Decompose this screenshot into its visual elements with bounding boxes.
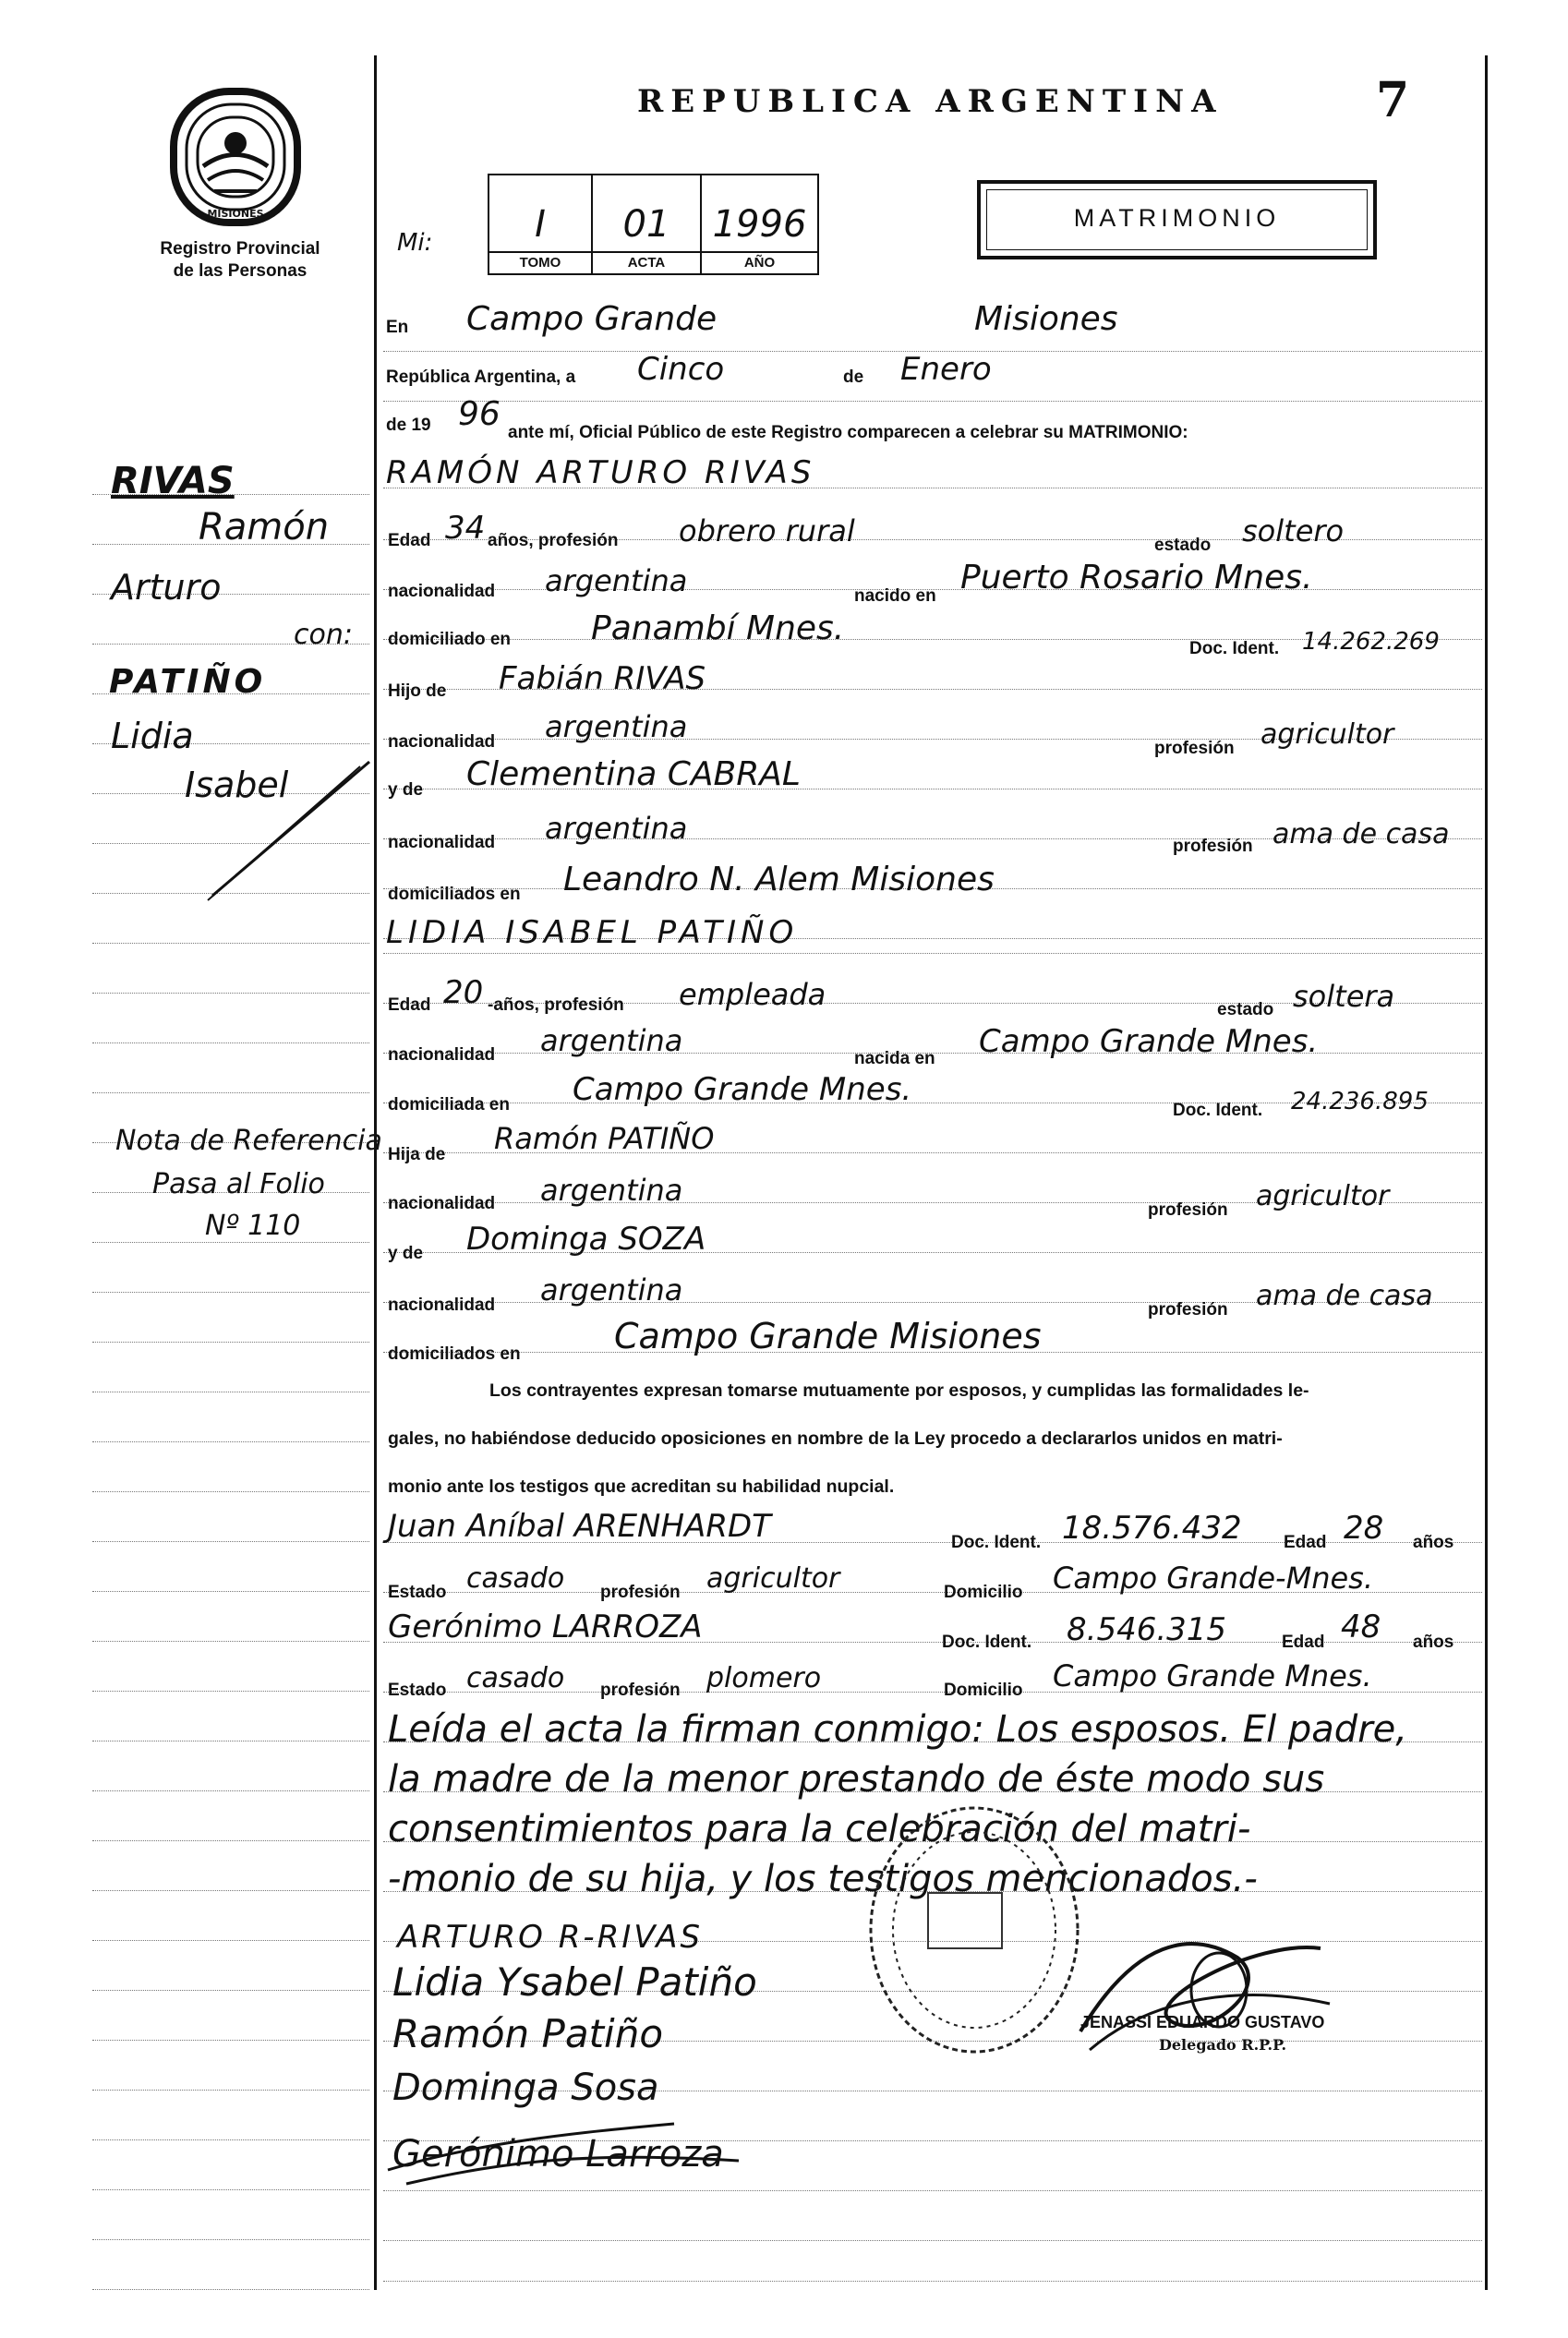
margin-rule xyxy=(92,993,369,994)
witness2-anos: años xyxy=(1413,1633,1454,1652)
official-stamp-icon xyxy=(863,1801,1085,2059)
groom-nacido-label: nacido en xyxy=(854,586,936,606)
month: Enero xyxy=(900,351,992,388)
margin-rule xyxy=(92,1342,369,1343)
groom-father-profession: agricultor xyxy=(1260,718,1394,751)
groom-profession: obrero rural xyxy=(679,513,855,548)
act-type-box xyxy=(977,180,1377,259)
margin-rule xyxy=(92,1042,369,1043)
bride-mother-profession: ama de casa xyxy=(1256,1280,1433,1312)
groom-estado: soltero xyxy=(1242,513,1345,548)
bride-parents-dom-label: domiciliados en xyxy=(388,1344,521,1364)
witness2-profession: plomero xyxy=(706,1662,822,1694)
margin-rule xyxy=(92,943,369,944)
groom-nationality: argentina xyxy=(545,563,688,598)
bride-father: Ramón PATIÑO xyxy=(494,1121,715,1156)
groom-father-nationality: argentina xyxy=(545,709,688,744)
official-name: JENASSI EDUARDO GUSTAVO xyxy=(1080,2013,1325,2031)
margin-rule xyxy=(92,1441,369,1442)
ano-label: AÑO xyxy=(702,251,817,273)
witness1-estado: casado xyxy=(466,1562,565,1595)
bride-name: LIDIA ISABEL PATIÑO xyxy=(386,914,799,951)
groom-father: Fabián RIVAS xyxy=(499,660,706,697)
bride-dom-label: domiciliada en xyxy=(388,1095,510,1115)
margin-divider xyxy=(374,55,377,2290)
witness2-domicile: Campo Grande Mnes. xyxy=(1053,1658,1372,1693)
registry-line2: de las Personas xyxy=(173,261,308,281)
day: Cinco xyxy=(637,351,725,388)
provincial-seal-icon xyxy=(166,88,305,226)
groom-father-nac-label: nacionalidad xyxy=(388,732,496,752)
bride-nac-label: nacionalidad xyxy=(388,1045,496,1065)
witness1-name: Juan Aníbal ARENHARDT xyxy=(388,1508,771,1545)
tomo-acta-ano-box xyxy=(488,174,819,275)
groom-mother-nationality: argentina xyxy=(545,811,688,846)
closing-line2: la madre de la menor prestando de éste modo sus xyxy=(388,1758,1325,1801)
ano-value: 1996 xyxy=(712,203,807,246)
bride-birthplace: Campo Grande Mnes. xyxy=(979,1023,1319,1060)
declaration-line2: gales, no habiéndose deducido oposiciones en nombre de la Ley procedo a declararlos unidos en matri- xyxy=(388,1428,1283,1449)
bride-hija-label: Hija de xyxy=(388,1145,446,1164)
mi-mark: Mi: xyxy=(397,229,433,257)
tomo-label: TOMO xyxy=(489,251,591,273)
margin-con: con: xyxy=(294,619,353,651)
margin-rule xyxy=(92,1990,369,1991)
margin-rule xyxy=(92,1491,369,1492)
declaration-line1: Los contrayentes expresan tomarse mutuamente por esposos, y cumplidas las formalidades le- xyxy=(489,1380,1309,1401)
bride-yde-label: y de xyxy=(388,1244,424,1263)
bride-doc: 24.236.895 xyxy=(1291,1088,1429,1115)
margin-name3: Lidia xyxy=(111,716,194,756)
acta-label: ACTA xyxy=(593,251,700,273)
margin-note-line2: Pasa al Folio xyxy=(152,1168,325,1200)
groom-edad-label: Edad xyxy=(388,531,431,550)
groom-estado-label: estado xyxy=(1154,536,1212,555)
margin-rule xyxy=(92,1641,369,1642)
bride-mother-prof-label: profesión xyxy=(1148,1300,1228,1320)
body-rule xyxy=(383,2281,1482,2282)
bride-father-profession: agricultor xyxy=(1256,1180,1390,1212)
margin-surname: RIVAS xyxy=(111,460,235,502)
witness1-estado-label: Estado xyxy=(388,1583,447,1602)
margin-note-line3: Nº 110 xyxy=(205,1210,301,1242)
margin-rule xyxy=(92,2289,369,2290)
signature-bride: Lidia Ysabel Patiño xyxy=(392,1959,757,2005)
margin-rule xyxy=(92,1790,369,1791)
registry-line1: Registro Provincial xyxy=(160,239,320,259)
witness1-doc: 18.576.432 xyxy=(1062,1510,1242,1547)
witness1-profession: agricultor xyxy=(706,1562,840,1595)
body-rule xyxy=(383,401,1482,402)
bride-edad-label: Edad xyxy=(388,995,431,1015)
margin-note-line1: Nota de Referencia xyxy=(115,1125,382,1157)
ano-cell xyxy=(702,175,817,273)
closing-line1: Leída el acta la firman conmigo: Los esposos. El padre, xyxy=(388,1708,1407,1751)
margin-name2: Arturo xyxy=(111,567,222,608)
closing-line4: -monio de su hija, y los testigos mencionados.- xyxy=(388,1858,1258,1900)
margin-rule xyxy=(92,1541,369,1542)
groom-mother: Clementina CABRAL xyxy=(466,755,801,793)
signature-witness: Gerónimo Larroza xyxy=(392,2133,724,2175)
witness2-name: Gerónimo LARROZA xyxy=(388,1609,703,1645)
margin-rule xyxy=(92,2040,369,2041)
year: 96 xyxy=(458,395,501,433)
groom-anos-profesion: años, profesión xyxy=(488,531,619,550)
witness1-prof-label: profesión xyxy=(600,1583,681,1602)
groom-dom-label: domiciliado en xyxy=(388,630,512,649)
body-rule xyxy=(383,2240,1482,2241)
bride-estado-label: estado xyxy=(1217,1000,1274,1019)
margin-strike-line xyxy=(185,757,379,905)
groom-hijo-label: Hijo de xyxy=(388,681,447,701)
signature-scribble xyxy=(369,2105,757,2207)
margin-rule xyxy=(92,1591,369,1592)
groom-mother-profession: ama de casa xyxy=(1272,818,1450,850)
groom-domicile: Panambí Mnes. xyxy=(591,609,845,647)
bride-nationality: argentina xyxy=(540,1023,683,1058)
official-signature-scribble xyxy=(1062,1902,1339,2087)
bride-mother-nac-label: nacionalidad xyxy=(388,1296,496,1315)
registry-name xyxy=(129,238,351,283)
declaration-text xyxy=(388,1367,1478,1511)
groom-birthplace: Puerto Rosario Mnes. xyxy=(960,559,1313,597)
closing-line3: consentimientos para la celebración del matri- xyxy=(388,1808,1251,1850)
en-label: En xyxy=(386,318,409,337)
margin-name4: Isabel xyxy=(185,765,289,805)
margin-surname2: PATIÑO xyxy=(109,663,267,701)
bride-age: 20 xyxy=(443,974,484,1011)
signature-groom: ARTURO R-RIVAS xyxy=(397,1919,704,1956)
de-label: de xyxy=(843,368,864,387)
witness1-dom-label: Domicilio xyxy=(944,1583,1023,1602)
witness2-dom-label: Domicilio xyxy=(944,1681,1023,1700)
witness1-edad-label: Edad xyxy=(1284,1533,1327,1552)
witness1-age: 28 xyxy=(1344,1510,1384,1547)
bride-doc-label: Doc. Ident. xyxy=(1173,1101,1263,1120)
bride-profession: empleada xyxy=(679,977,826,1012)
groom-parents-domicile: Leandro N. Alem Misiones xyxy=(563,861,995,898)
groom-mother-prof-label: profesión xyxy=(1173,837,1253,856)
bride-parents-domicile: Campo Grande Misiones xyxy=(614,1316,1042,1356)
acta-cell xyxy=(593,175,702,273)
margin-name1: Ramón xyxy=(199,506,330,548)
bride-mother-nationality: argentina xyxy=(540,1272,683,1308)
witness1-doc-label: Doc. Ident. xyxy=(951,1533,1042,1552)
tomo-value: I xyxy=(535,203,546,246)
witness2-prof-label: profesión xyxy=(600,1681,681,1700)
witness2-estado-label: Estado xyxy=(388,1681,447,1700)
witness2-age: 48 xyxy=(1341,1609,1381,1645)
margin-rule xyxy=(92,2239,369,2240)
margin-rule xyxy=(92,1292,369,1293)
tomo-cell xyxy=(489,175,593,273)
witness2-doc-label: Doc. Ident. xyxy=(942,1633,1032,1652)
groom-doc: 14.262.269 xyxy=(1302,628,1440,656)
bride-nacida-label: nacida en xyxy=(854,1049,935,1068)
city: Campo Grande xyxy=(466,300,718,338)
bride-estado: soltera xyxy=(1293,979,1395,1014)
declaration-line3: monio ante los testigos que acreditan su habilidad nupcial. xyxy=(388,1476,895,1497)
margin-rule xyxy=(92,1092,369,1093)
body-rule xyxy=(383,953,1482,954)
intro-text: ante mí, Oficial Público de este Registro comparecen a celebrar su MATRIMONIO: xyxy=(508,423,1188,442)
signature-father: Ramón Patiño xyxy=(392,2011,664,2056)
bride-domicile: Campo Grande Mnes. xyxy=(573,1071,912,1108)
signature-mother: Dominga Sosa xyxy=(392,2067,659,2109)
groom-mother-nac-label: nacionalidad xyxy=(388,833,496,852)
margin-rule xyxy=(92,2090,369,2091)
groom-father-prof-label: profesión xyxy=(1154,739,1235,758)
witness2-doc: 8.546.315 xyxy=(1067,1611,1227,1648)
margin-rule xyxy=(92,1840,369,1841)
republica-label: República Argentina, a xyxy=(386,368,576,387)
groom-yde-label: y de xyxy=(388,780,424,800)
margin-rule xyxy=(92,1890,369,1891)
bride-father-prof-label: profesión xyxy=(1148,1200,1228,1220)
witness2-estado: casado xyxy=(466,1662,565,1694)
bride-mother: Dominga SOZA xyxy=(466,1221,706,1258)
bride-father-nac-label: nacionalidad xyxy=(388,1194,496,1213)
margin-rule xyxy=(92,2139,369,2140)
country-title: REPUBLICA ARGENTINA xyxy=(637,83,1224,120)
margin-rule xyxy=(92,1940,369,1941)
witness2-edad-label: Edad xyxy=(1282,1633,1325,1652)
margin-rule xyxy=(92,2189,369,2190)
acta-value: 01 xyxy=(622,203,670,246)
right-border xyxy=(1485,55,1488,2290)
bride-father-nationality: argentina xyxy=(540,1173,683,1208)
witness1-anos: años xyxy=(1413,1533,1454,1552)
official-title: Delegado R.P.P. xyxy=(1159,2036,1287,2054)
groom-age: 34 xyxy=(445,510,486,547)
margin-rule xyxy=(92,1242,369,1243)
groom-name: RAMÓN ARTURO RIVAS xyxy=(386,454,815,491)
page-number: 7 xyxy=(1376,72,1410,128)
year-prefix: de 19 xyxy=(386,416,431,435)
margin-rule xyxy=(92,1691,369,1692)
act-type: MATRIMONIO xyxy=(1073,204,1281,232)
bride-anos-profesion: -años, profesión xyxy=(488,995,624,1015)
seal-text: MISIONES xyxy=(207,208,264,220)
groom-parents-dom-label: domiciliados en xyxy=(388,885,521,904)
province: Misiones xyxy=(974,300,1118,338)
groom-doc-label: Doc. Ident. xyxy=(1189,639,1280,658)
groom-nac-label: nacionalidad xyxy=(388,582,496,601)
witness1-domicile: Campo Grande-Mnes. xyxy=(1053,1561,1373,1596)
